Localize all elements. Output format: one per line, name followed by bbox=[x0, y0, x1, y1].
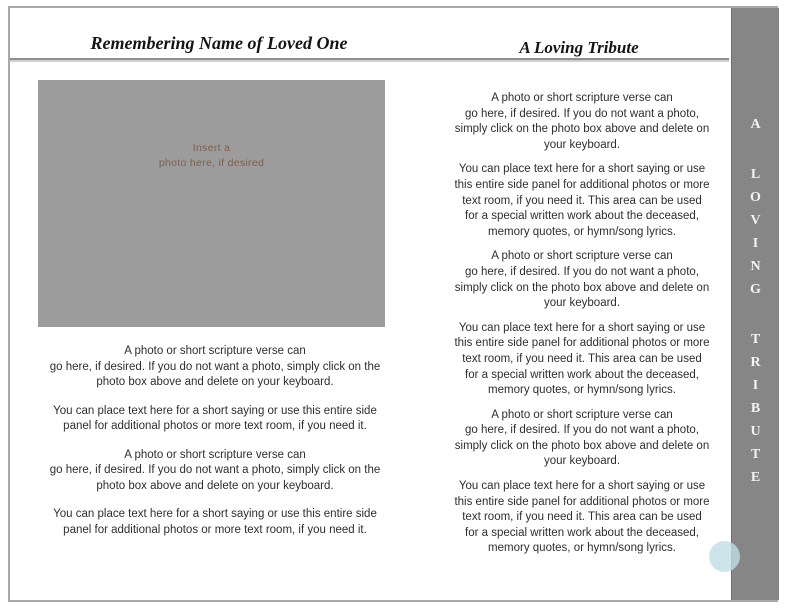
side-banner bbox=[731, 8, 779, 600]
photo-placeholder-text: Insert a photo here, if desired bbox=[158, 142, 265, 169]
banner-letter: B bbox=[750, 401, 761, 416]
right-paragraph-5: A photo or short scripture verse can go here, if desired. If you do not want a photo, simply click on the photo box above and delete on your keyboard. bbox=[454, 408, 710, 468]
banner-letter: G bbox=[750, 282, 761, 297]
left-paragraph-4: You can place text here for a short saying or use this entire side panel for additional photos or more text room, if you need it. bbox=[53, 508, 377, 536]
right-paragraph-2: You can place text here for a short saying or use this entire side panel for additional photos or more text room, if you need it. This area can be used for a special written work about the deceased, memory quotes, or hymn/song lyrics. bbox=[454, 163, 710, 238]
banner-word-a bbox=[732, 113, 779, 136]
banner-letter: I bbox=[752, 378, 759, 393]
left-paragraph-1: A photo or short scripture verse can go here, if desired. If you do not want a photo, simply click on the photo box above and delete on your keyboard. bbox=[49, 345, 381, 388]
banner-letter: E bbox=[750, 470, 761, 485]
right-paragraph-1: A photo or short scripture verse can go here, if desired. If you do not want a photo, simply click on the photo box above and delete on your keyboard. bbox=[454, 92, 710, 151]
banner-letter: V bbox=[750, 213, 761, 228]
banner-word-loving bbox=[732, 163, 779, 301]
right-page-title: A Loving Tribute bbox=[519, 38, 639, 57]
right-paragraph-6: You can place text here for a short saying or use this entire side panel for additional photos or more text room, if you need it. This area can be used for a special written work about the deceased, memory quotes, or hymn/song lyrics. bbox=[454, 480, 710, 555]
banner-letter: A bbox=[750, 117, 761, 132]
header-divider-line bbox=[10, 58, 729, 60]
banner-letter: L bbox=[750, 167, 761, 182]
banner-letter: I bbox=[752, 236, 759, 251]
banner-letter: O bbox=[750, 190, 761, 205]
banner-letter: R bbox=[750, 355, 761, 370]
right-paragraph-4: You can place text here for a short saying or use this entire side panel for additional photos or more text room, if you need it. This area can be used for a special written work about the deceased, memory quotes, or hymn/song lyrics. bbox=[454, 321, 710, 397]
banner-word-tribute bbox=[732, 328, 779, 489]
banner-letter: U bbox=[750, 424, 761, 439]
banner-letter: T bbox=[750, 332, 761, 347]
banner-letter: N bbox=[750, 259, 761, 274]
photo-placeholder-box[interactable] bbox=[38, 80, 385, 327]
left-paragraph-3: A photo or short scripture verse can go here, if desired. If you do not want a photo, simply click on the photo box above and delete on your keyboard. bbox=[49, 448, 381, 492]
left-page-title: Remembering Name of Loved One bbox=[90, 33, 348, 53]
watermark-dot bbox=[709, 541, 740, 572]
right-page-body bbox=[436, 91, 728, 566]
banner-letter: T bbox=[750, 447, 761, 462]
side-banner-vertical-text bbox=[732, 113, 779, 516]
right-paragraph-3: A photo or short scripture verse can go here, if desired. If you do not want a photo, simply click on the photo box above and delete on your keyboard. bbox=[454, 250, 710, 310]
left-paragraph-2: You can place text here for a short saying or use this entire side panel for additional photos or more text room, if you need it. bbox=[53, 404, 377, 432]
left-page-body bbox=[18, 344, 412, 551]
